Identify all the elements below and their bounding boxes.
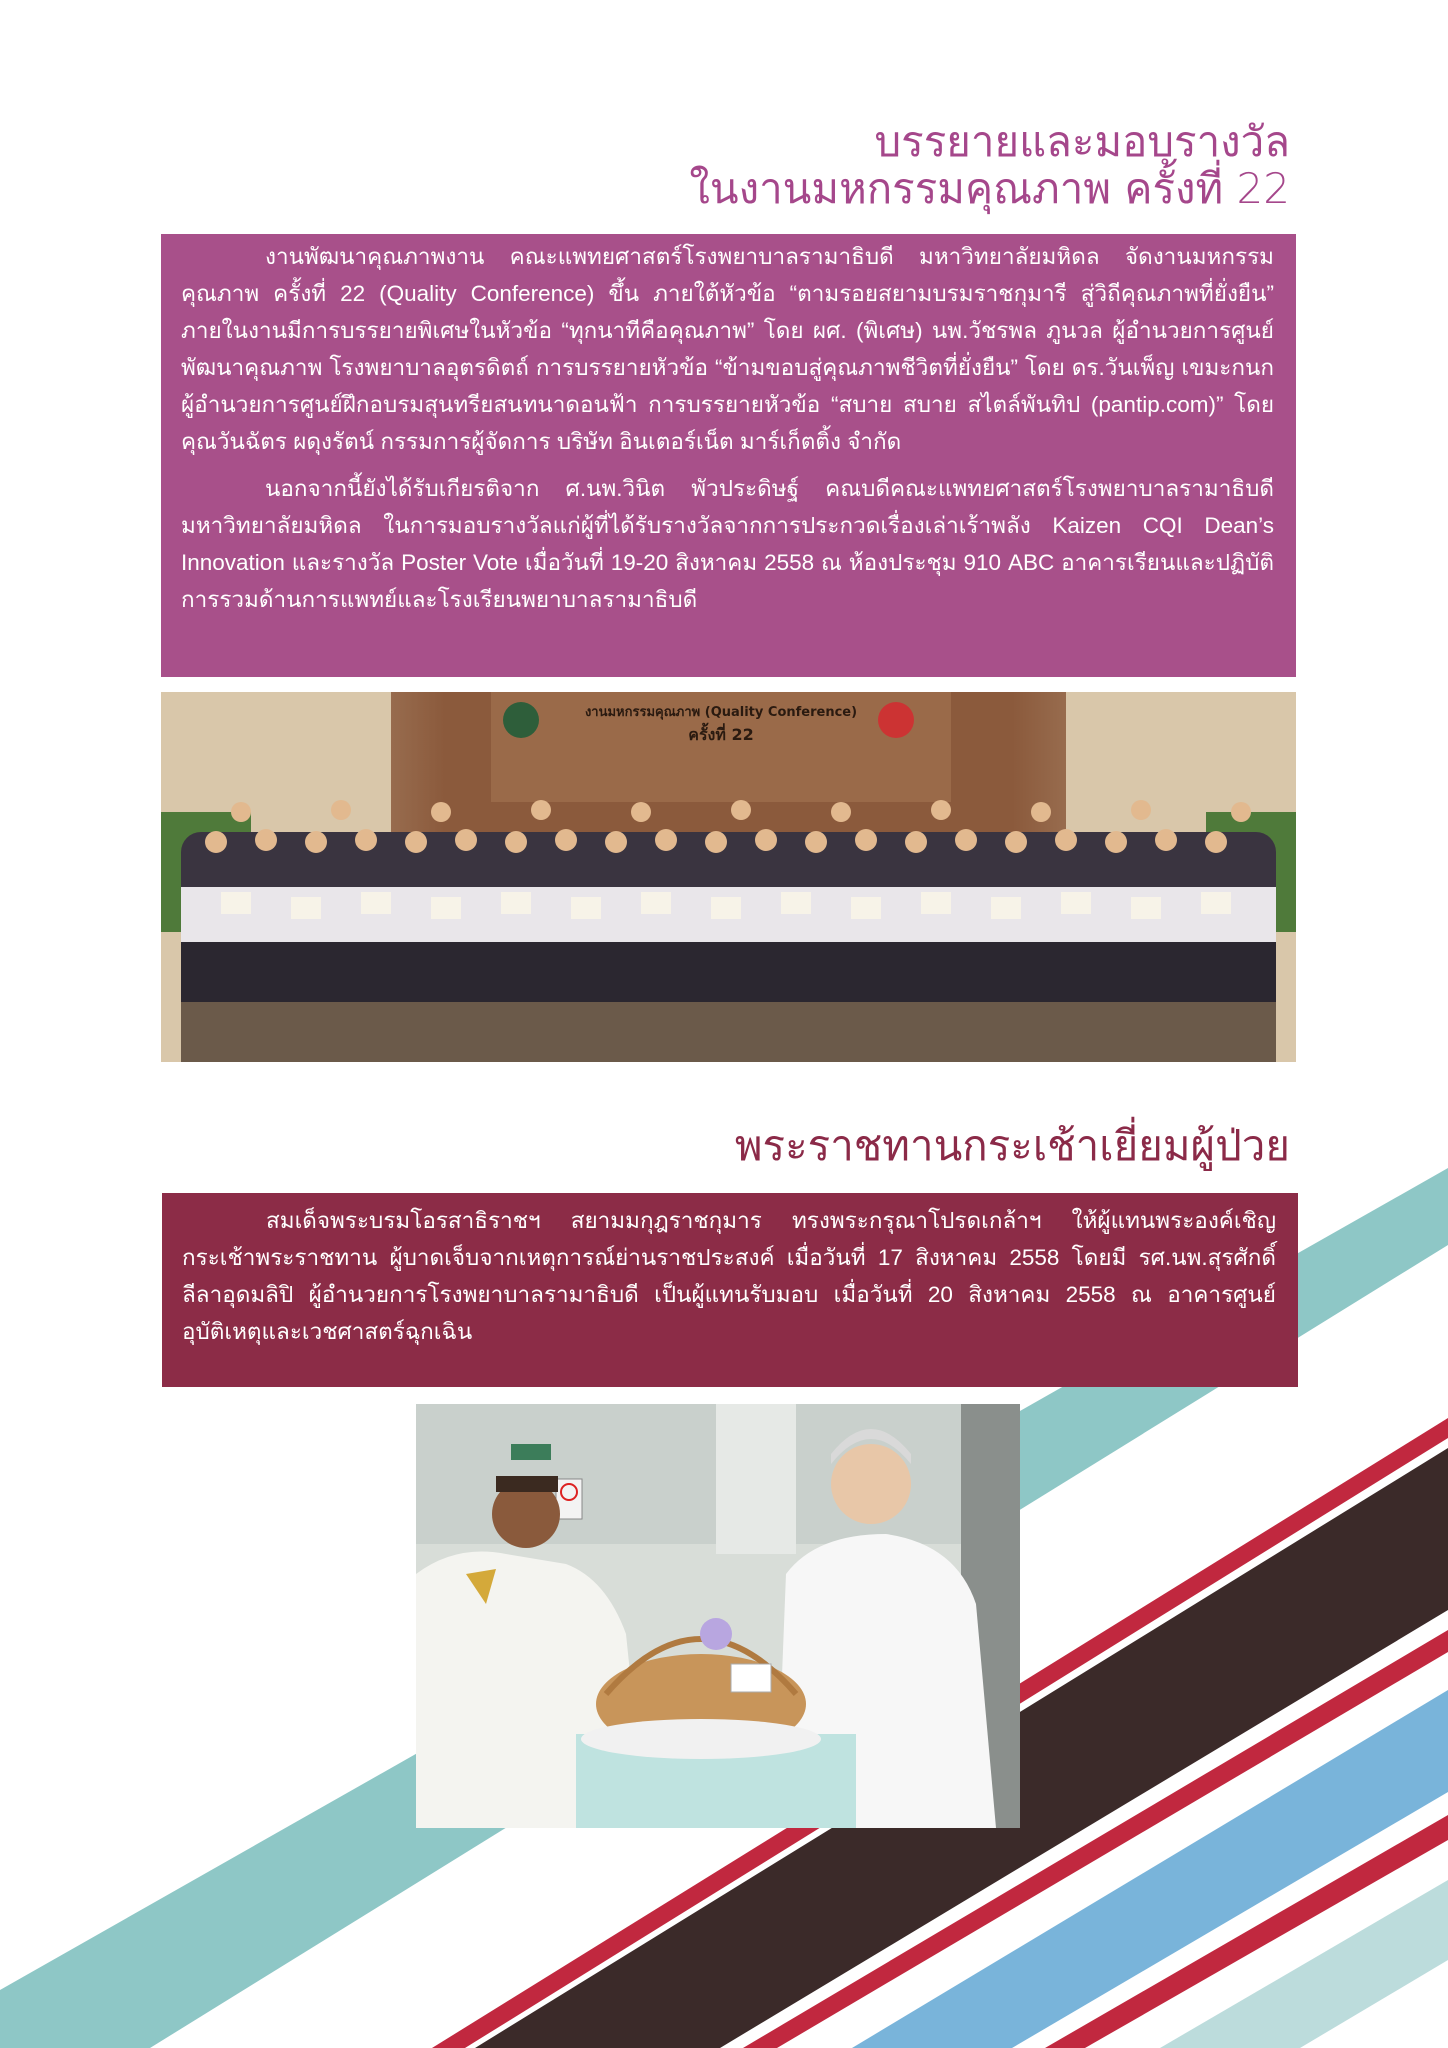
section1-text-box [161, 234, 1296, 677]
section2-title: พระราชทานกระเช้าเยี่ยมผู้ป่วย [734, 1121, 1290, 1170]
section1-paragraph1: งานพัฒนาคุณภาพงาน คณะแพทยศาสตร์โรงพยาบาลรามาธิบดี มหาวิทยาลัยมหิดล จัดงานมหกรรมคุณภาพ ครั้งที่ 22 (Quality Conference) ขึ้น ภายใต้หัวข้อ “ตามรอยสยามบรมราชกุมารี สู่วิถีคุณภาพที่ยั่งยืน” ภายในงานมีการบรรยายพิเศษในหัวข้อ “ทุกนาทีคือคุณภาพ” โดย ผศ. (พิเศษ) นพ.วัชรพล ภูนวล ผู้อำนวยการศูนย์พัฒนาคุณภาพ โรงพยาบาลอุตรดิตถ์ การบรรยายหัวข้อ “ข้ามขอบสู่คุณภาพชีวิตที่ยั่งยืน” โดย ดร.วันเพ็ญ เขมะกนก ผู้อำนวยการศูนย์ฝึกอบรมสุนทรียสนทนาดอนฟ้า การบรรยายหัวข้อ “สบาย สบาย สไตล์พันทิป (pantip.com)” โดย คุณวันฉัตร ผดุงรัตน์ กรรมการผู้จัดการ บริษัท อินเตอร์เน็ต มาร์เก็ตติ้ง จำกัด [181, 244, 1274, 454]
banner-line2: ครั้งที่ 22 [688, 725, 754, 744]
section2-paragraph: สมเด็จพระบรมโอรสาธิราชฯ สยามมกุฎราชกุมาร ทรงพระกรุณาโปรดเกล้าฯ ให้ผู้แทนพระองค์เชิญกระเช้าพระราชทาน ผู้บาดเจ็บจากเหตุการณ์ย่านราชประสงค์ เมื่อวันที่ 17 สิงหาคม 2558 โดยมี รศ.นพ.สุรศักดิ์ ลีลาอุดมลิปิ ผู้อำนวยการโรงพยาบาลรามาธิบดี เป็นผู้แทนรับมอบ เมื่อวันที่ 20 สิงหาคม 2558 ณ อาคารศูนย์อุบัติเหตุและเวชศาสตร์ฉุกเฉิน [182, 1208, 1276, 1344]
section2-text-box [162, 1193, 1298, 1387]
ribbon-bow [700, 1618, 732, 1650]
basket-presentation-photo [416, 1404, 1020, 1828]
logo-right-icon [878, 702, 914, 738]
banner-line1: งานมหกรรมคุณภาพ (Quality Conference) [584, 705, 858, 720]
logo-left-icon [503, 702, 539, 738]
section1-title-line1: บรรยายและมอบรางวัล [874, 117, 1290, 166]
group-photo [161, 692, 1296, 1062]
section1-paragraph2: นอกจากนี้ยังได้รับเกียรติจาก ศ.นพ.วินิต พัวประดิษฐ์ คณบดีคณะแพทยศาสตร์โรงพยาบาลรามาธิบดี มหาวิทยาลัยมหิดล ในการมอบรางวัลแก่ผู้ที่ได้รับรางวัลจากการประกวดเรื่องเล่าเร้าพลัง Kaizen CQI Dean’s Innovation และรางวัล Poster Vote เมื่อวันที่ 19-20 สิงหาคม 2558 ณ ห้องประชุม 910 ABC อาคารเรียนและปฏิบัติการรวมด้านการแพทย์และโรงเรียนพยาบาลรามาธิบดี [181, 476, 1274, 612]
section1-title-line2: ในงานมหกรรมคุณภาพ ครั้งที่ 22 [689, 164, 1290, 214]
section1-title [689, 118, 1290, 212]
